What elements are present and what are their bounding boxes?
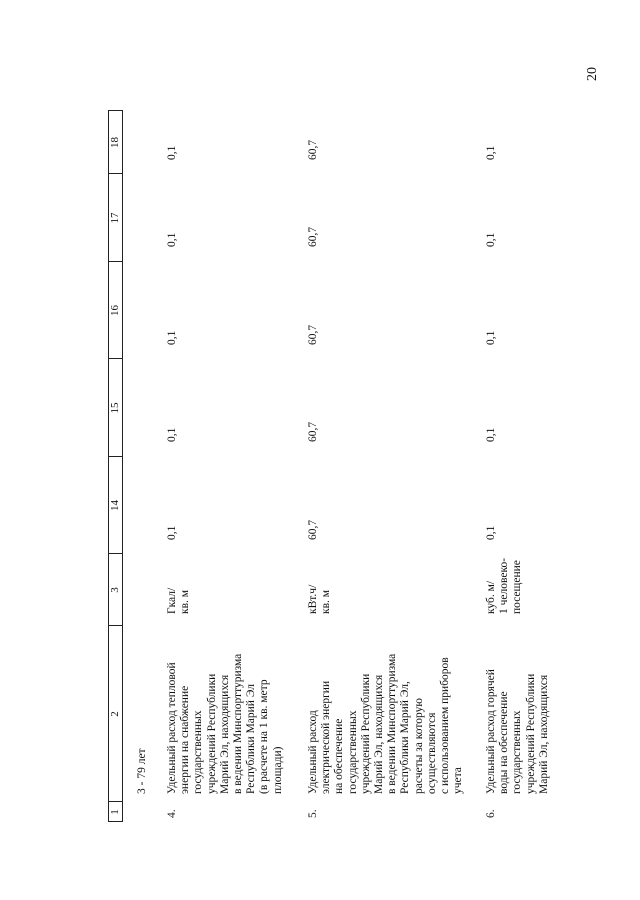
desc-line: в ведении Минспорттуризма xyxy=(386,653,399,794)
value-cell: 0,1 xyxy=(166,145,178,160)
desc-line: (в расчете на 1 кв. метр xyxy=(258,679,271,794)
header-cell: 14 xyxy=(109,500,121,511)
row-number: 5. xyxy=(307,809,319,818)
desc-line: Марий Эл, находящихся xyxy=(218,674,231,794)
value-cell: 0,1 xyxy=(166,427,178,442)
desc-line: площади) xyxy=(271,746,284,794)
row-unit xyxy=(485,552,525,614)
header-cell: 2 xyxy=(109,711,121,717)
value-cell: 60,7 xyxy=(307,139,319,160)
unit-line: Гкал/ xyxy=(166,587,178,614)
desc-line: Удельный расход тепловой xyxy=(166,662,178,794)
desc-line: Марий Эл, находящихся xyxy=(373,674,386,794)
header-cell: 18 xyxy=(109,137,121,148)
desc-line: на обеспечение xyxy=(333,718,346,794)
value-cell: 0,1 xyxy=(485,330,497,345)
unit-line: куб. м/ xyxy=(485,580,497,614)
desc-line: Республики Марий Эл, xyxy=(399,681,412,794)
value-cell: 0,1 xyxy=(485,232,497,247)
desc-line: с использованием приборов xyxy=(439,657,452,794)
value-cell: 0,1 xyxy=(485,525,497,540)
desc-line: электрической энергии xyxy=(320,680,333,794)
row-number: 6. xyxy=(485,809,497,818)
unit-line: кВт.ч/ xyxy=(307,584,319,614)
value-cell: 60,7 xyxy=(307,421,319,442)
row-description xyxy=(307,639,465,794)
row-description xyxy=(166,639,285,794)
header-bottom-border xyxy=(122,110,123,822)
group-label: 3 - 79 лет xyxy=(136,748,148,794)
value-cell: 0,1 xyxy=(485,145,497,160)
row-unit xyxy=(166,554,192,614)
value-cell: 60,7 xyxy=(307,519,319,540)
desc-line: расчеты за которую xyxy=(412,698,425,794)
desc-line: Удельный расход горячей xyxy=(485,669,497,794)
desc-line: энергии на снабжение xyxy=(179,685,192,794)
desc-line: учета xyxy=(452,767,465,794)
unit-line: кв. м xyxy=(320,589,333,614)
header-cell: 16 xyxy=(109,305,121,316)
unit-line: 1 человеко- xyxy=(498,557,511,614)
rotated-table xyxy=(108,110,550,822)
header-cell: 1 xyxy=(109,809,121,815)
desc-line: государственных xyxy=(511,710,524,794)
header-cell: 3 xyxy=(109,587,121,593)
desc-line: государственных xyxy=(192,710,205,794)
desc-line: учреждений Республики xyxy=(524,673,537,794)
value-cell: 60,7 xyxy=(307,226,319,247)
row-description xyxy=(485,639,551,794)
value-cell: 0,1 xyxy=(166,330,178,345)
unit-line: посещение xyxy=(511,560,524,614)
desc-line: осуществляются xyxy=(425,712,438,794)
desc-line: учреждений Республики xyxy=(359,673,372,794)
desc-line: Марий Эл, находящихся xyxy=(537,674,550,794)
desc-line: учреждений Республики xyxy=(205,673,218,794)
desc-line: Удельный расход xyxy=(307,710,319,794)
desc-line: воды на обеспечение xyxy=(498,691,511,794)
value-cell: 60,7 xyxy=(307,324,319,345)
header-cell: 17 xyxy=(109,212,121,224)
row-unit xyxy=(307,554,333,614)
page-number: 20 xyxy=(585,67,600,81)
value-cell: 0,1 xyxy=(485,427,497,442)
row-number: 4. xyxy=(166,809,178,818)
header-cell: 15 xyxy=(109,402,121,414)
desc-line: в ведении Минспорттуризма xyxy=(232,653,245,794)
value-cell: 0,1 xyxy=(166,525,178,540)
value-cell: 0,1 xyxy=(166,232,178,247)
desc-line: государственных xyxy=(346,710,359,794)
desc-line: Республики Марий Эл xyxy=(245,683,258,794)
table-header xyxy=(108,110,122,822)
unit-line: кв. м xyxy=(179,589,192,614)
